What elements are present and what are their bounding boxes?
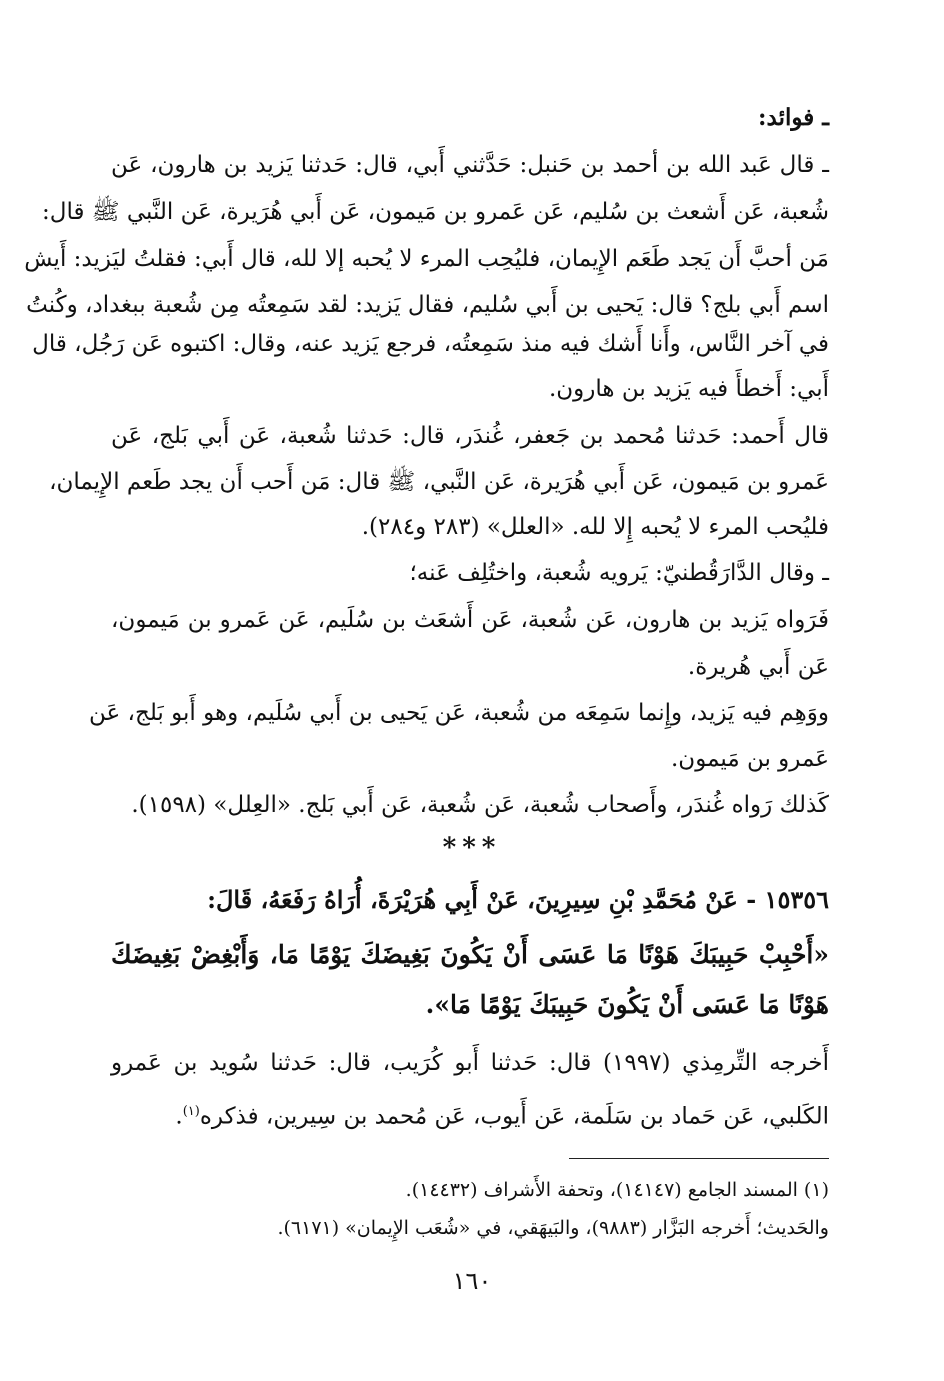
paragraph-6-line-1: كَذلك رَواه غُندَر، وأَصحاب شُعبة، عَن شُعبة، عَن أَبي بَلج. «العِلل» (١٥٩٨). [131,792,829,818]
section-separator: *** [442,833,502,863]
footnote-reference: (١) [182,1104,200,1119]
paragraph-4-line-2: عَن أَبي هُريرة. [687,654,829,680]
page-number: ١٦٠ [452,1267,492,1295]
section-heading: ـ فوائد: [758,104,829,131]
takhrij-line-2-text: الكَلبي، عَن حَماد بن سَلَمة، عَن أَيوب، عَن مُحمد بن سِيرين، فذكره [199,1103,829,1130]
paragraph-1-line-2: شُعبة، عَن أَشعث بن سُليم، عَن عَمرو بن مَيمون، عَن أَبي هُرَيرة، عَن النَّبي ﷺ قال: [42,199,829,225]
paragraph-4-line-1: فَرَواه يَزيد بن هارون، عَن شُعبة، عَن أَشعَث بن سُلَيم، عَن عَمرو بن مَيمون، [111,607,829,633]
paragraph-1-line-4: اسم أَبي بلج؟ قال: يَحيى بن أَبي سُليم، فقال يَزيد: لقد سَمِعتُه مِن شُعبة ببغداد، وكُنتُ [26,292,829,318]
hadith-text-line-2: هَوْنًا مَا عَسَى أَنْ يَكُونَ حَبِيبَكَ يَوْمًا مَا». [425,990,829,1019]
takhrij-line-2: الكَلبي، عَن حَماد بن سَلَمة، عَن أَيوب، عَن مُحمد بن سِيرين، فذكره$^{(١)}$. [175,1103,829,1130]
paragraph-1-line-5: في آخر النَّاس، وأَنا أَشك فيه منذ سَمِعتُه، فرجع يَزيد عنه، وقال: اكتبوه عَن رَجُل، قال [32,331,829,357]
footnote-1: (١) المسند الجامع (١٤١٤٧)، وتحفة الأَشراف (١٤٤٣٢). [405,1179,829,1201]
footnote-divider [569,1158,829,1159]
paragraph-2-line-2: عَمرو بن مَيمون، عَن أَبي هُرَيرة، عَن النَّبي، ﷺ قال: مَن أَحب أَن يجد طَعم الإِيمان، [49,469,829,495]
footnote-2: والحَديث؛ أَخرجه البَزَّار (٩٨٨٣)، والبَيهَقي، في «شُعَب الإِيمان» (٦١٧١). [277,1217,829,1239]
paragraph-3-line-1: ـ وقال الدَّارَقُطنيّ: يَرويه شُعبة، واختُلِف عَنه؛ [409,560,829,586]
paragraph-5-line-1: ووَهِم فيه يَزيد، وإِنما سَمِعَه من شُعبة، عَن يَحيى بن أَبي سُلَيم، وهو أَبو بَلج، عَن [89,700,829,726]
takhrij-line-1: أَخرجه التِّرمِذي (١٩٩٧) قال: حَدثنا أَبو كُرَيب، قال: حَدثنا سُويد بن عَمرو [111,1050,829,1076]
paragraph-1-line-1: ـ قال عَبد الله بن أحمد بن حَنبل: حَدَّثني أَبي، قال: حَدثنا يَزيد بن هارون، عَن [111,152,829,178]
hadith-text-line-1: «أَحْبِبْ حَبِيبَكَ هَوْنًا مَا عَسَى أَنْ يَكُونَ بَغِيضَكَ يَوْمًا مَا، وَأَبْغِضْ بَغِيضَكَ [111,940,829,969]
paragraph-1-line-6: أَبي: أَخطأَ فيه يَزيد بن هارون. [548,376,829,402]
paragraph-5-line-2: عَمرو بن مَيمون. [671,746,829,772]
paragraph-1-line-3: مَن أحبَّ أَن يَجد طَعَم الإِيمان، فليُحِب المرء لا يُحبه إلا لله، قال أَبي: فقلتُ ليَزيد: أَيش [24,246,829,272]
paragraph-2-line-3: فليُحب المرء لا يُحبه إِلا لله. «العلل» (٢٨٣ و٢٨٤). [361,514,829,540]
hadith-heading: ١٥٣٥٦ - عَنْ مُحَمَّدِ بْنِ سِيرِينَ، عَنْ أَبِي هُرَيْرَةَ، أُرَاهُ رَفَعَهُ، قَالَ: [207,885,829,914]
paragraph-2-line-1: قال أَحمد: حَدثنا مُحمد بن جَعفر، غُندَر، قال: حَدثنا شُعبة، عَن أَبي بَلج، عَن [111,423,829,449]
